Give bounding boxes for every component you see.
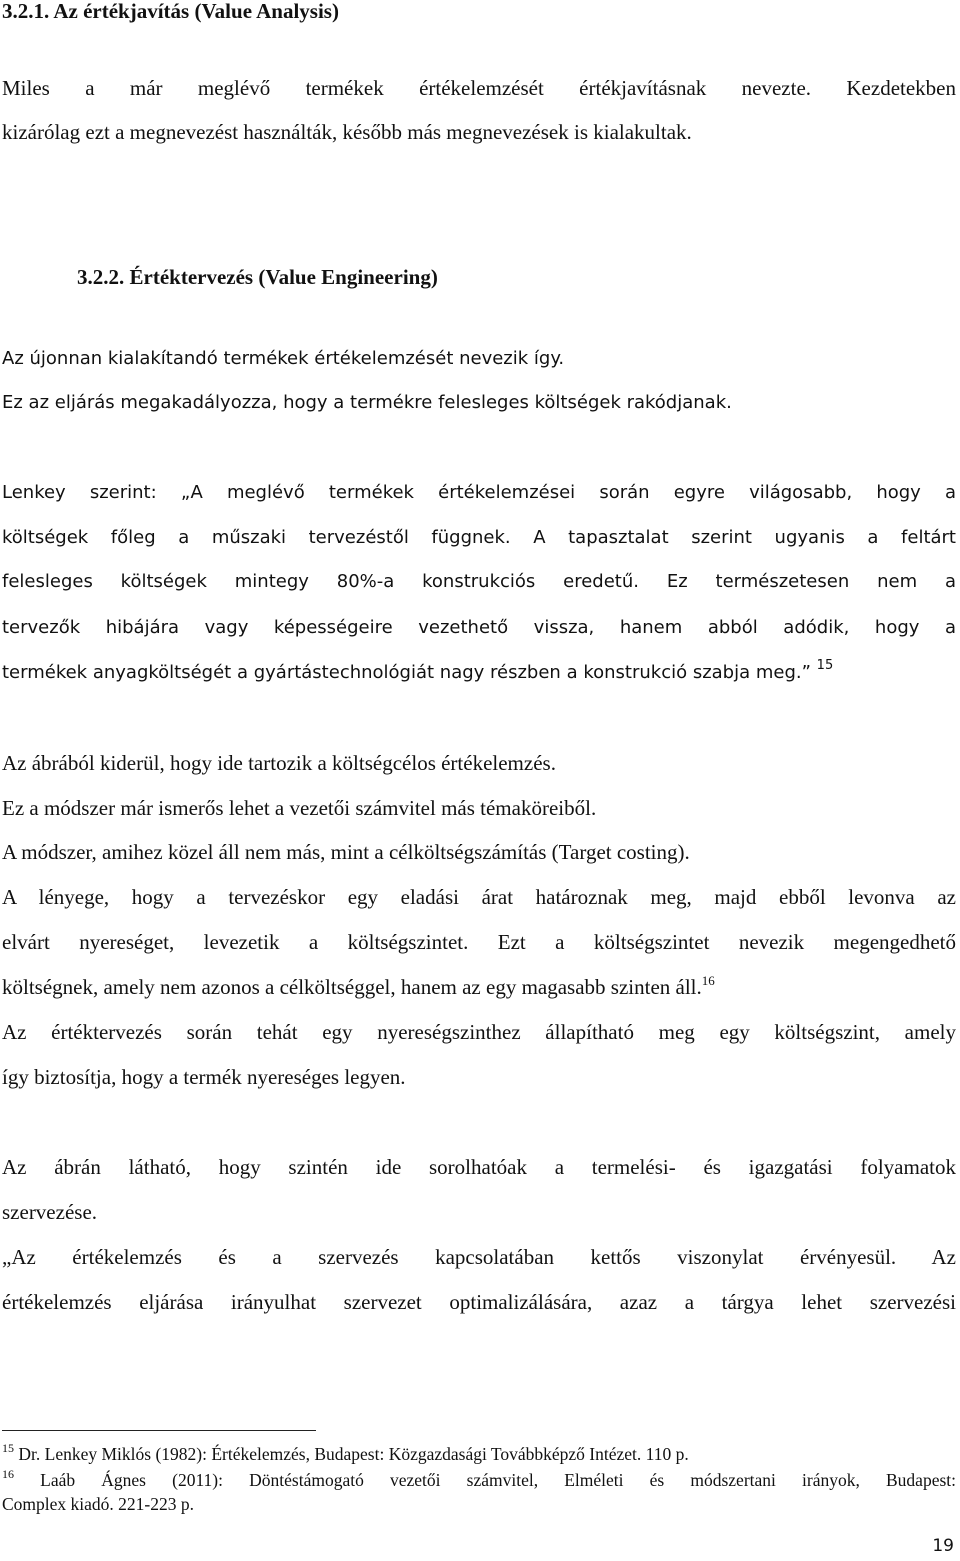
paragraph-line: Az ábrából kiderül, hogy ide tartozik a költségcélos értékelemzés. bbox=[2, 751, 556, 775]
section-heading-3-2-1: 3.2.1. Az értékjavítás (Value Analysis) bbox=[2, 0, 339, 23]
quote-line: költségek főleg a műszaki tervezéstől függnek. A tapasztalat szerint ugyanis a feltárt bbox=[2, 527, 956, 548]
paragraph-line: Ez az eljárás megakadályozza, hogy a termékre felesleges költségek rakódjanak. bbox=[2, 392, 732, 413]
footnote-ref-16: 16 bbox=[701, 973, 715, 988]
quote-text: termékek anyagköltségét a gyártástechnológiát nagy részben a konstrukció szabja meg.” bbox=[2, 662, 811, 683]
quote-line: Lenkey szerint: „A meglévő termékek értékelemzései során egyre világosabb, hogy a bbox=[2, 482, 956, 503]
paragraph-line: szervezése. bbox=[2, 1200, 98, 1224]
quote-line: értékelemzés eljárása irányulhat szervezet optimalizálására, azaz a tárgya lehet szervezési bbox=[2, 1290, 956, 1314]
footnote-15 bbox=[2, 1442, 956, 1466]
footnote-text: Dr. Lenkey Miklós (1982): Értékelemzés, Budapest: Közgazdasági Továbbképző Intézet. 110 p. bbox=[14, 1444, 689, 1464]
footnote-number: 15 bbox=[2, 1441, 14, 1455]
paragraph-line: Az értéktervezés során tehát egy nyereségszinthez állapítható meg egy költségszint, amely bbox=[2, 1020, 956, 1044]
footnote-number: 16 bbox=[2, 1467, 14, 1481]
quote-line-last bbox=[2, 658, 956, 688]
paragraph-text: költségnek, amely nem azonos a célköltséggel, hanem az egy magasabb szinten áll. bbox=[2, 975, 702, 999]
footnote-separator bbox=[2, 1430, 316, 1431]
quote-line: tervezők hibájára vagy képességeire vezethető vissza, hanem abból adódik, hogy a bbox=[2, 617, 956, 638]
footnote-text: Laáb Ágnes (2011): Döntéstámogató vezetői számvitel, Elméleti és módszertani irányok, Budapest: bbox=[14, 1470, 956, 1490]
footnote-ref-15: 15 bbox=[816, 658, 834, 673]
footnote-16-continued: Complex kiadó. 221-223 p. bbox=[2, 1494, 194, 1514]
paragraph-line-last bbox=[2, 972, 956, 1002]
section-heading-3-2-2: 3.2.2. Értéktervezés (Value Engineering) bbox=[77, 265, 438, 289]
footnote-16 bbox=[2, 1468, 956, 1492]
paragraph-line: A módszer, amihez közel áll nem más, mint a célköltségszámítás (Target costing). bbox=[2, 840, 690, 864]
paragraph-line: elvárt nyereséget, levezetik a költségszintet. Ezt a költségszintet nevezik megengedhető bbox=[2, 930, 956, 954]
paragraph-line: így biztosítja, hogy a termék nyereséges legyen. bbox=[2, 1065, 406, 1089]
paragraph-line: Az ábrán látható, hogy szintén ide sorolhatóak a termelési- és igazgatási folyamatok bbox=[2, 1155, 956, 1179]
quote-line: felesleges költségek mintegy 80%-a konstrukciós eredetű. Ez természetesen nem a bbox=[2, 571, 956, 592]
paragraph-line: Az újonnan kialakítandó termékek értékelemzését nevezik így. bbox=[2, 348, 565, 369]
paragraph-line: kizárólag ezt a megnevezést használták, később más megnevezések is kialakultak. bbox=[2, 120, 692, 144]
paragraph-line: Ez a módszer már ismerős lehet a vezetői számvitel más témaköreiből. bbox=[2, 796, 597, 820]
paragraph-line: Miles a már meglévő termékek értékelemzését értékjavításnak nevezte. Kezdetekben bbox=[2, 76, 956, 100]
paragraph-line: A lényege, hogy a tervezéskor egy eladási árat határoznak meg, majd ebből levonva az bbox=[2, 885, 956, 909]
page-number: 19 bbox=[932, 1536, 954, 1556]
quote-line: „Az értékelemzés és a szervezés kapcsolatában kettős viszonylat érvényesül. Az bbox=[2, 1245, 956, 1269]
